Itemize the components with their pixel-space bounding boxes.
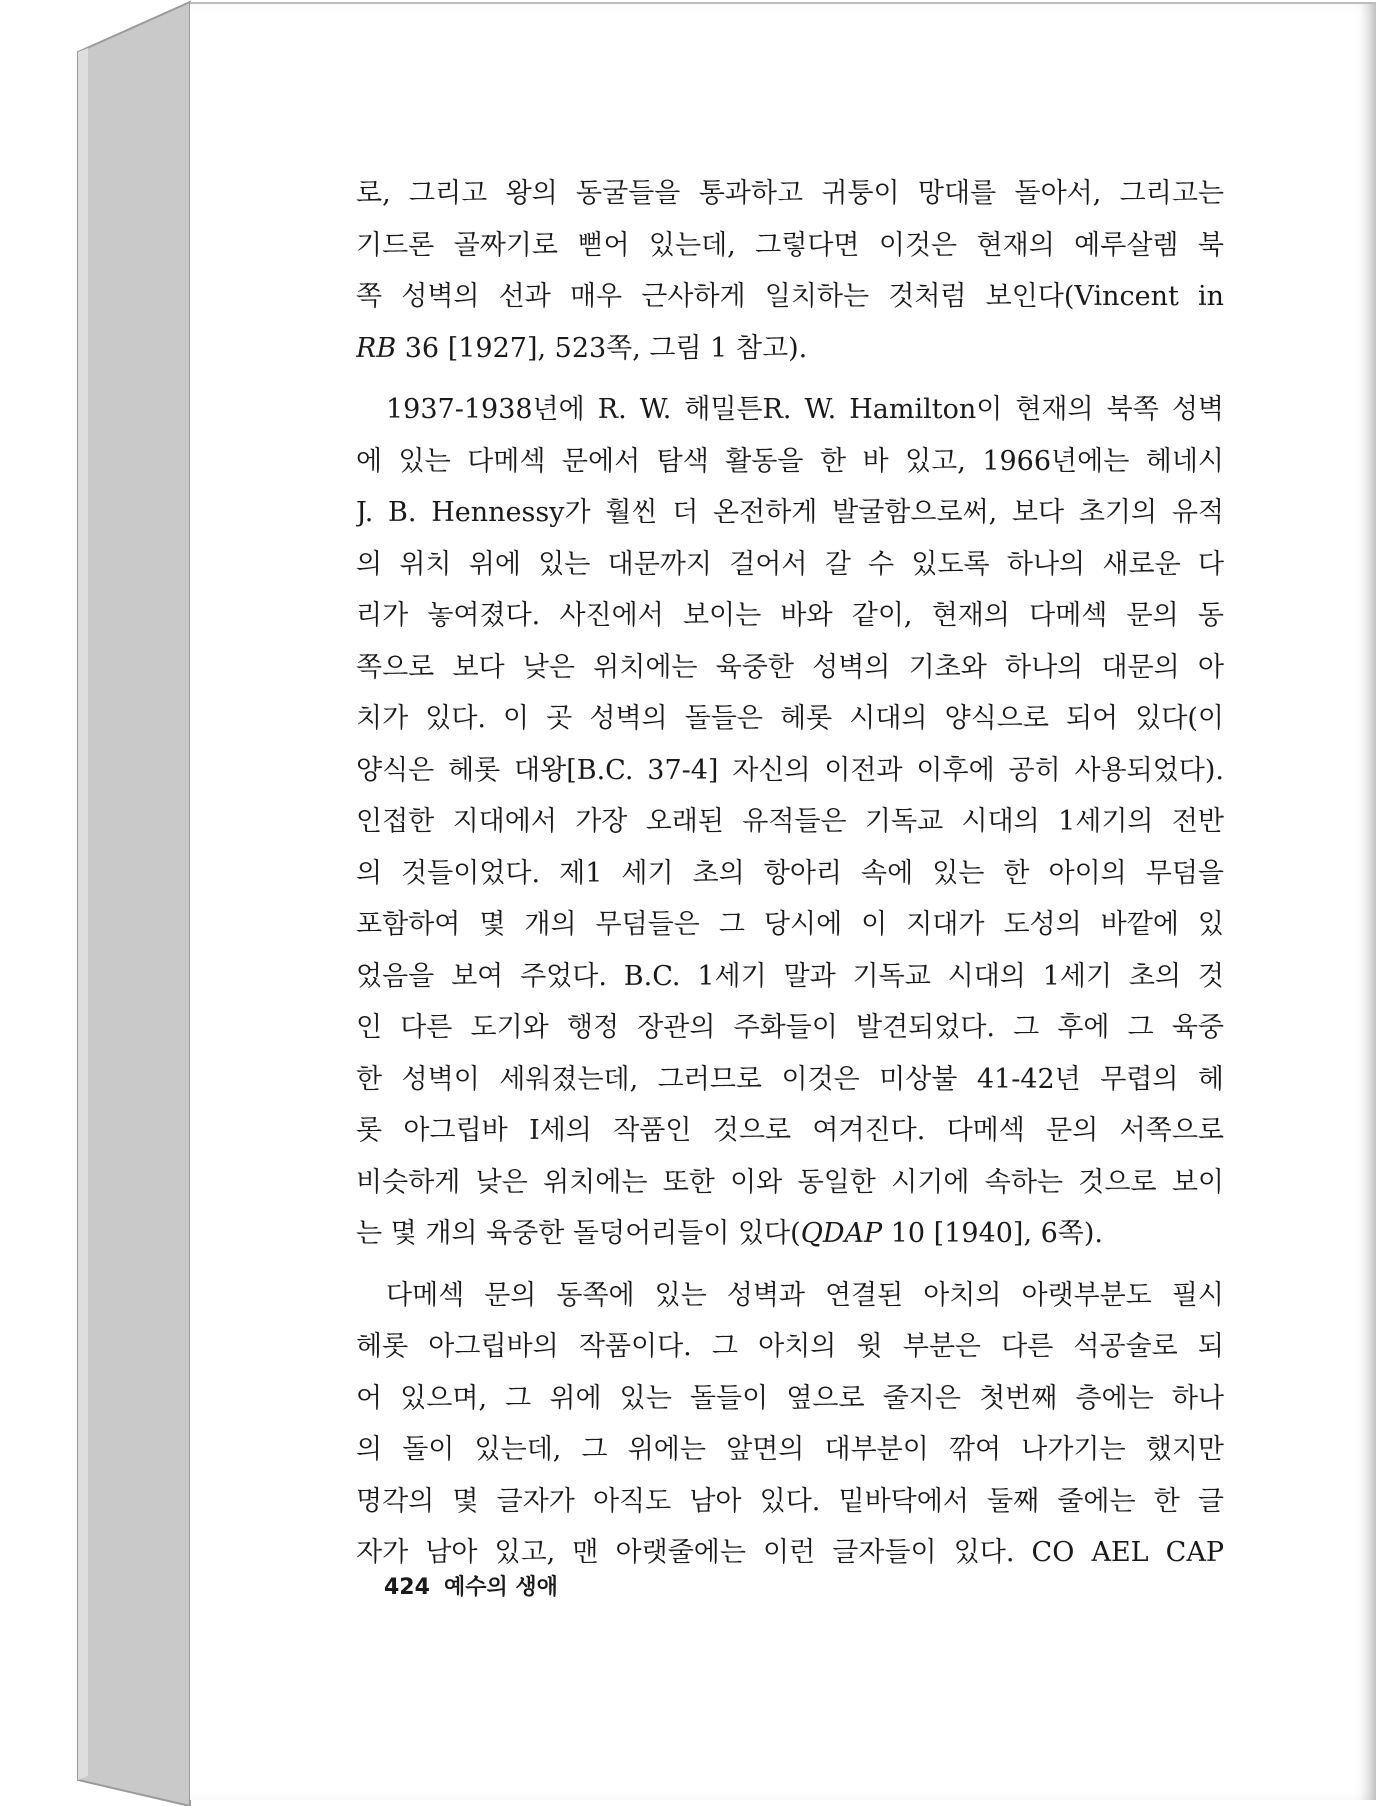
- text-line: 리가 놓여졌다. 사진에서 보이는 바와 같이, 현재의 다메섹 문의 동: [356, 600, 1224, 631]
- text-line: 양식은 헤롯 대왕[B.C. 37-4] 자신의 이전과 이후에 공히 사용되었다).: [356, 754, 1224, 786]
- page-footer: [384, 1570, 558, 1601]
- text-line: [356, 1208, 1224, 1260]
- text-line: 어 있으며, 그 위에 있는 돌들이 옆으로 줄지은 첫번째 층에는 하나: [356, 1382, 1224, 1414]
- text-line: 쪽으로 보다 낮은 위치에는 육중한 성벽의 기초와 하나의 대문의 아: [356, 651, 1224, 683]
- body-text: [356, 168, 1224, 1579]
- text-line: 쪽 성벽의 선과 매우 근사하게 일치하는 것처럼 보인다(Vincent in: [356, 281, 1224, 312]
- text-line: 헤롯 아그립바의 작품이다. 그 아치의 윗 부분은 다른 석공술로 되: [356, 1331, 1224, 1362]
- citation-text: 36 [1927], 523쪽, 그림 1 참고).: [396, 332, 808, 364]
- page-edge-shadow: [1360, 4, 1376, 1800]
- text-fragment: 는 몇 개의 육중한 돌덩어리들이 있다(: [356, 1218, 801, 1249]
- text-line: 포함하여 몇 개의 무덤들은 그 당시에 이 지대가 도성의 바깥에 있: [356, 909, 1224, 940]
- text-line: 의 것들이었다. 제1 세기 초의 항아리 속에 있는 한 아이의 무덤을: [356, 857, 1224, 889]
- text-line: J. B. Hennessy가 훨씬 더 온전하게 발굴함으로써, 보다 초기의 유적: [356, 497, 1224, 528]
- text-line: 인 다른 도기와 행정 장관의 주화들이 발견되었다. 그 후에 그 육중: [356, 1012, 1224, 1043]
- text-line: [356, 323, 1224, 375]
- text-line: 치가 있다. 이 곳 성벽의 돌들은 헤롯 시대의 양식으로 되어 있다(이: [356, 703, 1224, 734]
- text-line: 의 위치 위에 있는 대문까지 걸어서 갈 수 있도록 하나의 새로운 다: [356, 548, 1224, 580]
- text-line: 의 돌이 있는데, 그 위에는 앞면의 대부분이 깎여 나가기는 했지만: [356, 1434, 1224, 1465]
- book-title: 예수의 생애: [443, 1575, 558, 1600]
- journal-abbrev-qdap: QDAP: [800, 1218, 883, 1249]
- text-line: 로, 그리고 왕의 동굴들을 통과하고 귀퉁이 망대를 돌아서, 그리고는: [356, 178, 1224, 209]
- text-line: 1937-1938년에 R. W. 해밀튼R. W. Hamilton이 현재의 북쪽 성벽: [386, 394, 1224, 425]
- text-line: 었음을 보여 주었다. B.C. 1세기 말과 기독교 시대의 1세기 초의 것: [356, 960, 1224, 992]
- citation-text: 10 [1940], 6쪽).: [882, 1218, 1103, 1249]
- text-line: 에 있는 다메섹 문에서 탐색 활동을 한 바 있고, 1966년에는 헤네시: [356, 445, 1224, 477]
- text-line: 다메섹 문의 동쪽에 있는 성벽과 연결된 아치의 아랫부분도 필시: [386, 1279, 1224, 1311]
- text-line: 롯 아그립바 I세의 작품인 것으로 여겨진다. 다메섹 문의 서쪽으로: [356, 1115, 1224, 1146]
- text-line: 명각의 몇 글자가 아직도 남아 있다. 밑바닥에서 둘째 줄에는 한 글: [356, 1485, 1224, 1517]
- page-number: 424: [384, 1575, 430, 1600]
- text-line: 기드론 골짜기로 뻗어 있는데, 그렇다면 이것은 현재의 예루살렘 북: [356, 229, 1224, 261]
- text-line: 비슷하게 낮은 위치에는 또한 이와 동일한 시기에 속하는 것으로 보이: [356, 1166, 1224, 1198]
- text-line: 인접한 지대에서 가장 오래된 유적들은 기독교 시대의 1세기의 전반: [356, 806, 1224, 837]
- text-line: 자가 남아 있고, 맨 아랫줄에는 이런 글자들이 있다. CO AEL CAP: [356, 1537, 1224, 1568]
- text-line: 한 성벽이 세워졌는데, 그러므로 이것은 미상불 41-42년 무렵의 헤: [356, 1063, 1224, 1095]
- journal-abbrev-rb: RB: [356, 332, 397, 364]
